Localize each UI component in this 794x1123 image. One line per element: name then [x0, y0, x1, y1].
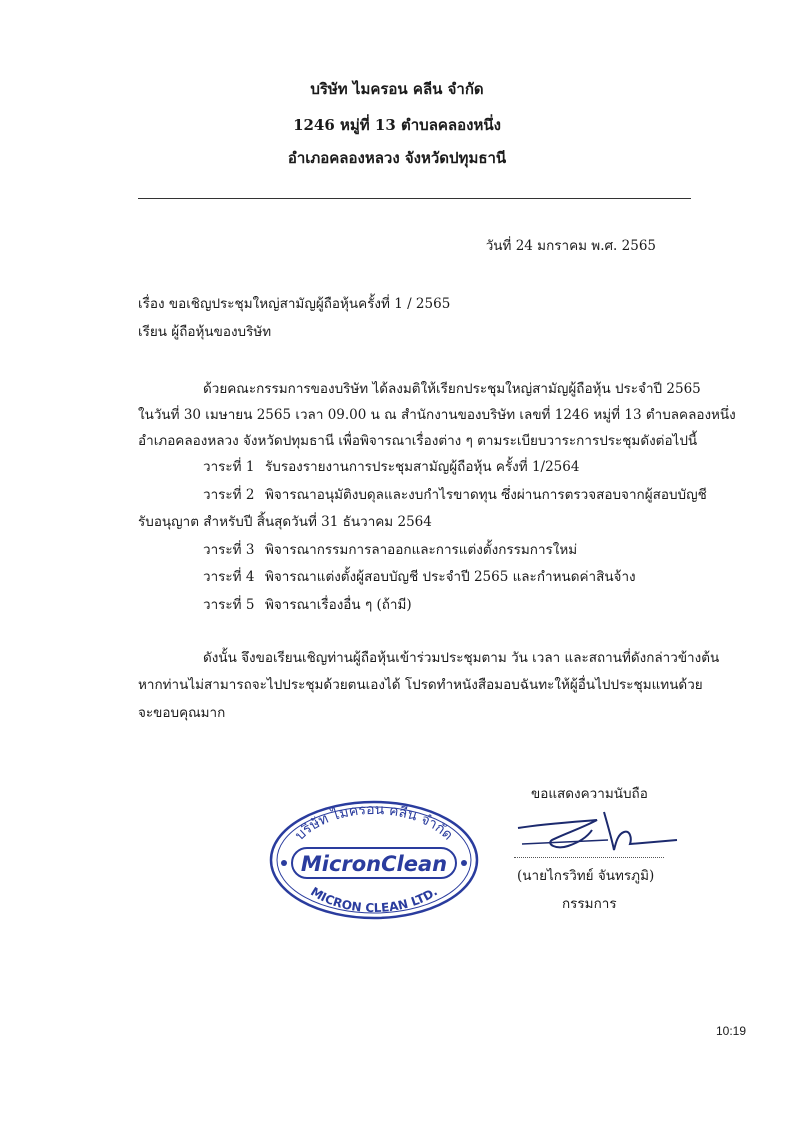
company-address-line2: อำเภอคลองหลวง จังหวัดปทุมธานี [287, 149, 507, 167]
agenda-num: วาระที่ 4 [203, 569, 255, 585]
time-stamp: 10:19 [716, 1024, 747, 1038]
agenda-num: วาระที่ 5 [203, 597, 255, 613]
letter-recipient: เรียน ผู้ถือหุ้นของบริษัท [138, 324, 272, 340]
closing-line-3: จะขอบคุณมาก [138, 705, 226, 721]
closing-line-2: หากท่านไม่สามารถจะไปประชุมด้วยตนเองได้ โปรดทำหนังสือมอบฉันทะให้ผู้อื่นไปประชุมแทนด้วย [138, 677, 703, 693]
stamp-bottom-text: MICRON CLEAN LTD. [308, 884, 440, 916]
agenda-text: พิจารณาเรื่องอื่น ๆ (ถ้ามี) [265, 597, 412, 613]
agenda-num: วาระที่ 1 [203, 459, 255, 475]
body-line-3: อำเภอคลองหลวง จังหวัดปทุมธานี เพื่อพิจารณาเรื่องต่าง ๆ ตามระเบียบวาระการประชุมดังต่อไปนี้ [138, 433, 698, 449]
stamp-top-text: บริษัท ไมครอน คลีน จำกัด [292, 801, 456, 844]
handwritten-signature [512, 810, 682, 860]
agenda-num: วาระที่ 2 [203, 487, 255, 503]
agenda-text: พิจารณาอนุมัติงบดุลและงบกำไรขาดทุน ซึ่งผ่านการตรวจสอบจากผู้สอบบัญชี [265, 487, 707, 503]
company-address-line1: 1246 หมู่ที่ 13 ตำบลคลองหนึ่ง [293, 116, 501, 134]
agenda-text: รับรองรายงานการประชุมสามัญผู้ถือหุ้น ครั้งที่ 1/2564 [265, 459, 580, 475]
agenda-text: พิจารณาแต่งตั้งผู้สอบบัญชี ประจำปี 2565 และกำหนดค่าสินจ้าง [265, 569, 636, 585]
agenda-text-continuation: รับอนุญาต สำหรับปี สิ้นสุดวันที่ 31 ธันวาคม 2564 [138, 514, 432, 530]
signer-name: (นายไกรวิทย์ จันทรภูมิ) [517, 868, 655, 884]
agenda-num: วาระที่ 3 [203, 542, 255, 558]
closing-line-1: ดังนั้น จึงขอเรียนเชิญท่านผู้ถือหุ้นเข้าร่วมประชุมตาม วัน เวลา และสถานที่ดังกล่าวข้างต้น [203, 650, 720, 666]
signer-title: กรรมการ [562, 896, 617, 912]
stamp-brand: MicronClean [300, 852, 448, 876]
letter-subject: เรื่อง ขอเชิญประชุมใหญ่สามัญผู้ถือหุ้นครั้งที่ 1 / 2565 [138, 296, 451, 312]
body-line-1: ด้วยคณะกรรมการของบริษัท ได้ลงมติให้เรียกประชุมใหญ่สามัญผู้ถือหุ้น ประจำปี 2565 [203, 381, 701, 397]
signoff-regards: ขอแสดงความนับถือ [531, 786, 648, 802]
agenda-text: พิจารณากรรมการลาออกและการแต่งตั้งกรรมการใหม่ [265, 542, 578, 558]
letter-date: วันที่ 24 มกราคม พ.ศ. 2565 [485, 238, 656, 254]
body-line-2: ในวันที่ 30 เมษายน 2565 เวลา 09.00 น ณ สำนักงานของบริษัท เลขที่ 1246 หมู่ที่ 13 ตำบลคลองหนึ่ง [138, 407, 736, 423]
company-stamp [268, 798, 480, 920]
signature-line [514, 857, 664, 858]
header-divider [138, 198, 691, 199]
company-name: บริษัท ไมครอน คลีน จำกัด [310, 80, 484, 98]
